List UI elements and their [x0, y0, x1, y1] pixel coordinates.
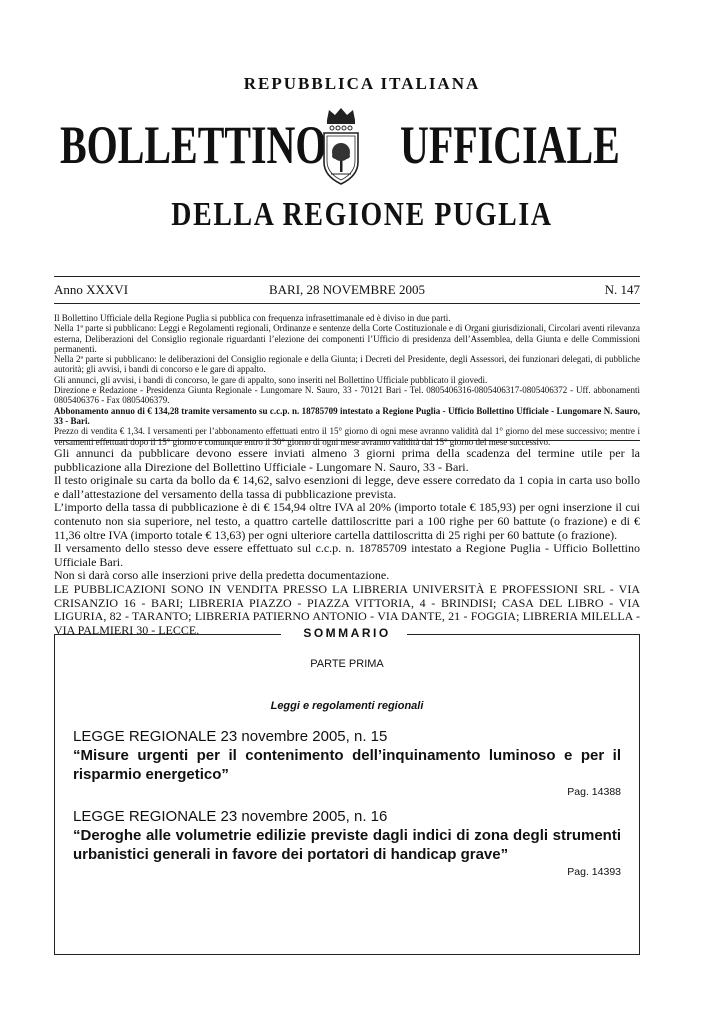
- law-entry[interactable]: [73, 808, 621, 878]
- law-entry[interactable]: [73, 728, 621, 798]
- top-rule: [54, 276, 640, 277]
- publication-notice: [54, 447, 640, 637]
- info-paragraph: Abbonamento annuo di € 134,28 tramite versamento su c.c.p. n. 18785709 intestato a Regione Puglia - Ufficio Bollettino Ufficiale - Lungomare N. Sauro, 33 - Bari.: [54, 405, 640, 426]
- issue-year: Anno XXXVI: [54, 282, 129, 297]
- info-paragraph: Nella 2ª parte si pubblicano: le deliberazioni del Consiglio regionale e della Giunta; i Decreti del Presidente, degli Assessori, dei funzionari delegati, di pubbliche autorità; gli avvisi, i bandi di concorso e le gare di appalto.: [54, 354, 640, 375]
- info-paragraph: Il Bollettino Ufficiale della Regione Puglia si pubblica con frequenza infrasettimanale ed è diviso in due parti.: [54, 313, 451, 323]
- notice-paragraph: Il testo originale su carta da bollo da € 14,62, salvo esenzioni di legge, deve essere corredato da 1 copia in carta uso bollo e dall’attestazione del versamento della tassa di pubblicazione prevista.: [54, 473, 640, 501]
- info-paragraph: Nella 1ª parte si pubblicano: Leggi e Regolamenti regionali, Ordinanze e sentenze della Corte Costituzionale e di Organi giurisdizionali, Circolari aventi rilevanza esterna, Deliberazioni del Consiglio regionale riguardanti l’elezione dei componenti l’Ufficio di presidenza dell’Assemblea, della Giunta e delle Commissioni permanenti.: [54, 323, 640, 354]
- law-page: Pag. 14393: [567, 866, 621, 878]
- notice-paragraph: L’importo della tassa di pubblicazione è di € 154,94 oltre IVA al 20% (importo totale € 185,93) per ogni inserzione il cui contenuto non sia superiore, nel testo, a quattro cartelle dattiloscritte pari a 100 righe per 60 battute (o frazione) e di € 11,36 oltre IVA (importo totale € 13,63) per ogni ulteriore cartella dattiloscritta di 25 righi per 60 battute (o frazione).: [54, 500, 640, 542]
- issue-date: BARI, 28 NOVEMBRE 2005: [268, 282, 425, 297]
- info-paragraph: Direzione e Redazione - Presidenza Giunta Regionale - Lungomare N. Sauro, 33 - 70121 Bari - Tel. 0805406316-0805406317-0805406372 - Uff. abbonamenti 0805406376 - Fax 0805406379.: [54, 385, 640, 406]
- law-page: Pag. 14388: [567, 786, 621, 798]
- publication-info: [54, 313, 640, 447]
- law-title: “Misure urgenti per il contenimento dell’inquinamento luminoso e per il risparmio energetico”: [73, 747, 621, 783]
- masthead-title-left: BOLLETTINO: [60, 115, 327, 175]
- sommario-box: [54, 626, 640, 955]
- notice-paragraph: Gli annunci da pubblicare devono essere inviati almeno 3 giorni prima della scadenza del termine utile per la pubblicazione alla Direzione del Bollettino Ufficiale - Lungomare N. Sauro, 33 - Bari.: [54, 446, 640, 474]
- info-paragraph: Gli annunci, gli avvisi, i bandi di concorso, le gare di appalto, sono inseriti nel Bollettino Ufficiale pubblicato il giovedì.: [54, 374, 488, 385]
- sommario-title: SOMMARIO: [303, 626, 391, 640]
- region-subtitle: DELLA REGIONE PUGLIA: [171, 196, 553, 233]
- issue-rule: [54, 303, 640, 304]
- notice-paragraph: Non si darà corso alle inserzioni prive della predetta documentazione.: [54, 568, 390, 583]
- law-heading: LEGGE REGIONALE 23 novembre 2005, n. 16: [73, 808, 388, 825]
- republic-header: REPUBBLICA ITALIANA: [243, 74, 481, 93]
- notice-paragraph: LE PUBBLICAZIONI SONO IN VENDITA PRESSO LA LIBRERIA UNIVERSITÀ E PROFESSIONI SRL - VIA CRISANZIO 16 - BARI; LIBRERIA PIAZZO - PIAZZA VITTORIA, 4 - BRINDISI; CASA DEL LIBRO - VIA LIGURIA, 82 - TARANTO; LIBRERIA PATIERNO ANTONIO - VIA DANTE, 21 - FOGGIA; LIBRERIA MILELLA - VIA PALMIERI 30 - LECCE.: [54, 581, 640, 637]
- coat-of-arms-icon: [319, 106, 363, 186]
- law-heading: LEGGE REGIONALE 23 novembre 2005, n. 15: [73, 728, 388, 745]
- notice-paragraph: Il versamento dello stesso deve essere effettuato sul c.c.p. n. 18785709 intestato a Regione Puglia - Ufficio Bollettino Ufficiale Bari.: [54, 541, 640, 569]
- law-title: “Deroghe alle volumetrie edilizie previste dagli indici di zona degli strumenti urbanistici generali in favore dei portatori di handicap grave”: [73, 827, 621, 863]
- info-rule: [54, 440, 640, 441]
- masthead-title-right: UFFICIALE: [400, 115, 620, 175]
- part-label: PARTE PRIMA: [310, 658, 384, 670]
- section-title: Leggi e regolamenti regionali: [270, 700, 424, 712]
- info-paragraph: Prezzo di vendita € 1,34. I versamenti per l’abbonamento effettuati entro il 15° giorno di ogni mese avranno validità dal 1° giorno del mese successivo; mentre i versamenti effettuati dopo il 15° giorno e comunque entro il 30° giorno di ogni mese avranno validità dal 15° giorno del mese successivo.: [54, 426, 640, 447]
- issue-number: N. 147: [604, 282, 640, 297]
